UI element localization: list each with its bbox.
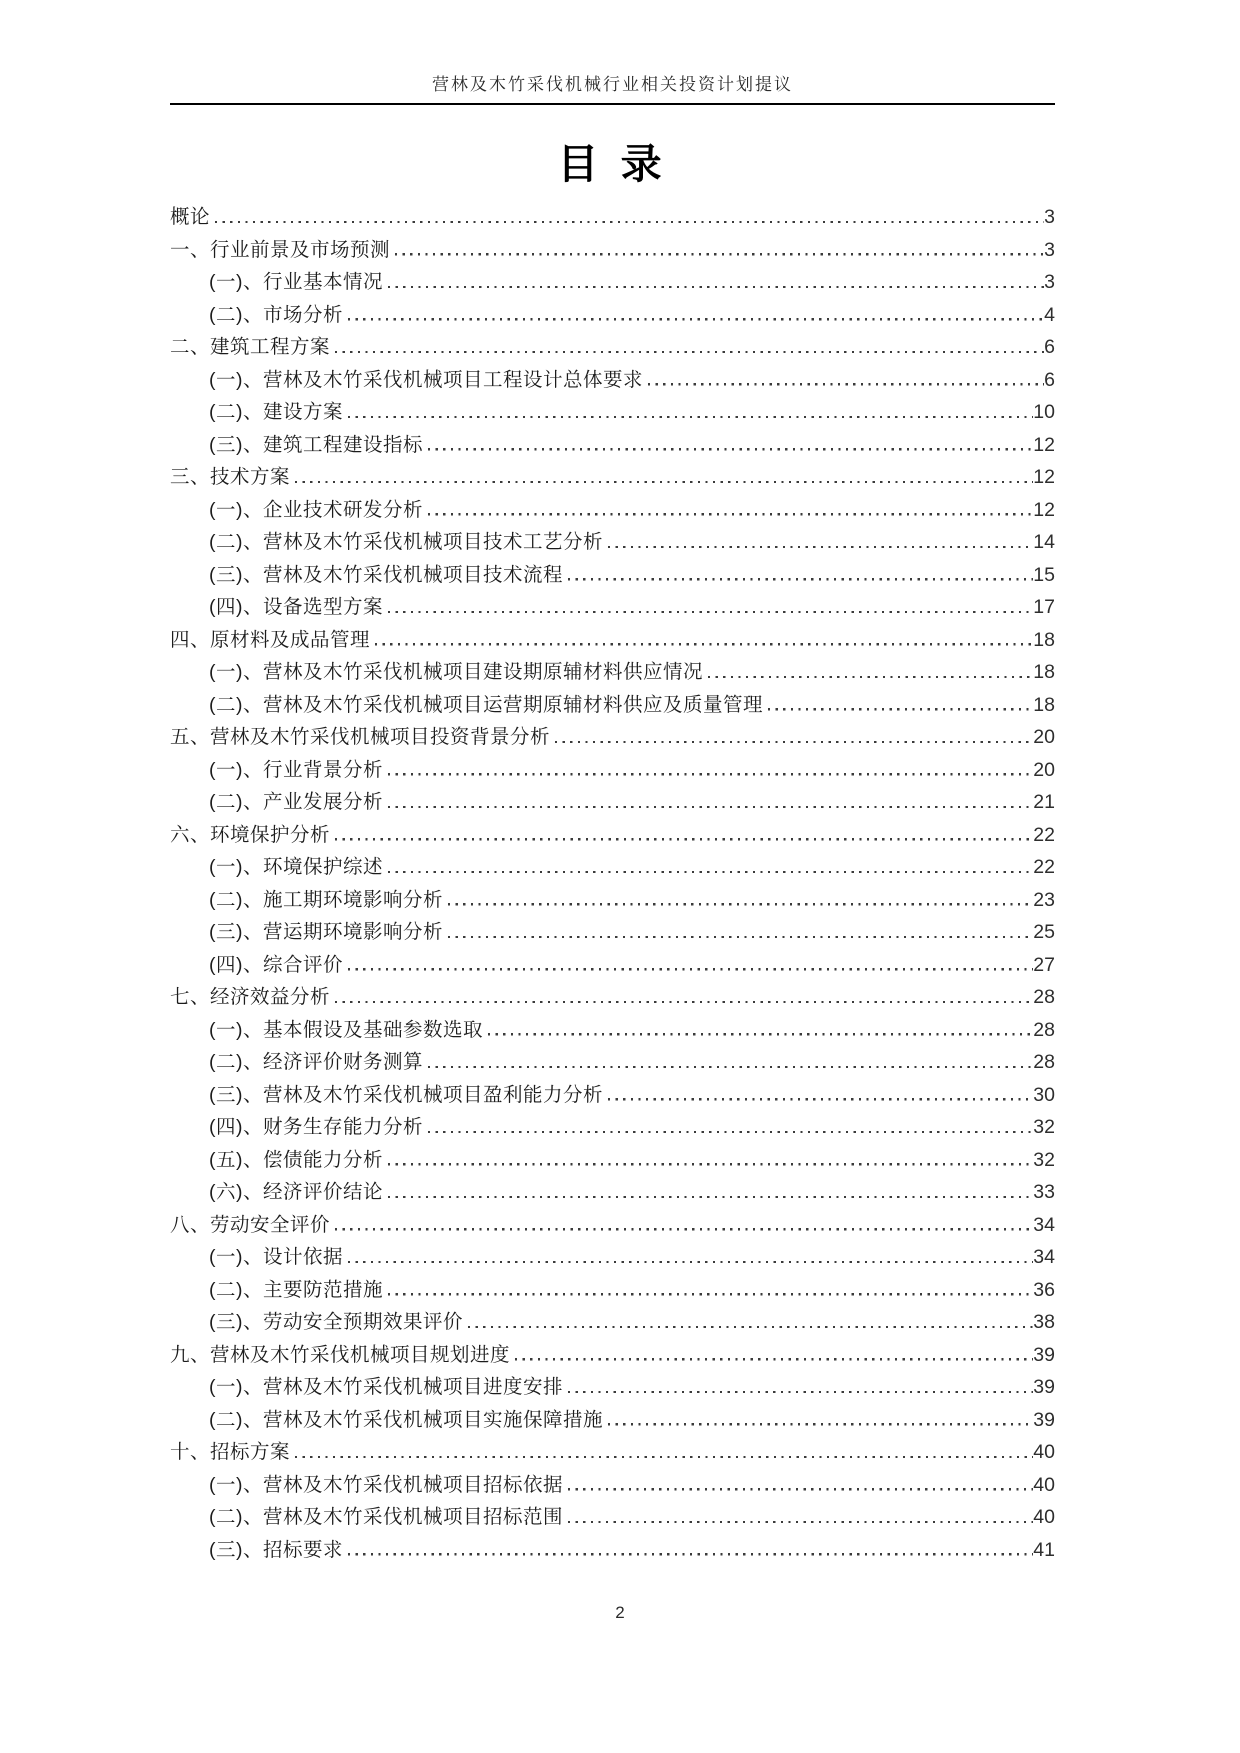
toc-dot-leader <box>568 1391 1033 1394</box>
toc-entry-page: 39 <box>1033 1343 1055 1366</box>
toc-entry-label: 八、劳动安全评价 <box>170 1213 331 1236</box>
toc-entry-page: 30 <box>1033 1083 1055 1106</box>
toc-entry[interactable] <box>170 1176 1055 1209</box>
toc-dot-leader <box>348 318 1044 321</box>
toc-entry-page: 14 <box>1033 531 1055 553</box>
toc-entry[interactable] <box>170 819 1055 852</box>
toc-entry[interactable] <box>170 429 1055 462</box>
toc-entry-page: 20 <box>1033 726 1055 748</box>
toc-dot-leader <box>388 871 1033 874</box>
toc-entry-label: 三、技术方案 <box>170 466 291 488</box>
toc-title: 目 录 <box>557 141 668 187</box>
toc-dot-leader <box>388 1293 1033 1296</box>
toc-dot-leader <box>388 806 1033 809</box>
toc-entry-label: (四)、综合评价 <box>209 953 343 976</box>
toc-dot-leader <box>348 968 1033 971</box>
toc-dot-leader <box>448 903 1033 906</box>
toc-list <box>170 201 1055 1566</box>
toc-entry[interactable] <box>170 1501 1055 1534</box>
toc-entry[interactable] <box>170 1209 1055 1242</box>
toc-entry-page: 38 <box>1033 1311 1055 1333</box>
toc-entry-page: 3 <box>1044 238 1055 261</box>
toc-entry-page: 3 <box>1044 271 1055 293</box>
toc-entry-label: (三)、营运期环境影响分析 <box>209 921 443 943</box>
page-footer <box>0 1603 1240 1623</box>
toc-entry-page: 34 <box>1033 1213 1055 1236</box>
toc-entry-page: 25 <box>1033 921 1055 943</box>
toc-entry-page: 32 <box>1033 1116 1055 1138</box>
toc-dot-leader <box>555 741 1033 744</box>
toc-dot-leader <box>348 416 1033 419</box>
toc-entry-page: 17 <box>1033 596 1055 618</box>
toc-entry-label: (二)、市场分析 <box>209 303 343 326</box>
toc-entry-label: (一)、行业基本情况 <box>209 271 383 293</box>
toc-entry-label: (二)、产业发展分析 <box>209 791 383 813</box>
toc-entry[interactable] <box>170 364 1055 397</box>
toc-entry-page: 22 <box>1033 856 1055 878</box>
toc-dot-leader <box>648 383 1044 386</box>
toc-entry[interactable] <box>170 1111 1055 1144</box>
toc-entry-label: (二)、营林及木竹采伐机械项目运营期原辅材料供应及质量管理 <box>209 693 763 716</box>
toc-dot-leader <box>388 773 1033 776</box>
toc-dot-leader <box>388 1196 1033 1199</box>
toc-entry-label: (二)、营林及木竹采伐机械项目招标范围 <box>209 1506 563 1528</box>
toc-entry[interactable] <box>170 721 1055 754</box>
document-title: 营林及木竹采伐机械行业相关投资计划提议 <box>432 75 793 94</box>
toc-entry[interactable] <box>170 201 1055 234</box>
toc-entry-page: 18 <box>1033 628 1055 651</box>
toc-entry-page: 33 <box>1033 1181 1055 1203</box>
toc-entry-page: 12 <box>1033 498 1055 521</box>
toc-entry[interactable] <box>170 1436 1055 1469</box>
toc-entry-page: 10 <box>1033 401 1055 423</box>
toc-entry-page: 15 <box>1033 563 1055 586</box>
toc-entry-label: (一)、营林及木竹采伐机械项目进度安排 <box>209 1376 563 1398</box>
toc-entry-label: (一)、营林及木竹采伐机械项目招标依据 <box>209 1473 563 1496</box>
toc-entry-page: 4 <box>1044 303 1055 326</box>
toc-entry-label: (二)、施工期环境影响分析 <box>209 888 443 911</box>
toc-entry-label: (四)、财务生存能力分析 <box>209 1116 423 1138</box>
toc-dot-leader <box>568 1521 1033 1524</box>
toc-dot-leader <box>768 708 1033 711</box>
toc-entry[interactable] <box>170 884 1055 917</box>
toc-entry-page: 22 <box>1033 823 1055 846</box>
toc-entry-label: 一、行业前景及市场预测 <box>170 238 391 261</box>
toc-entry-label: (三)、劳动安全预期效果评价 <box>209 1311 463 1333</box>
toc-entry[interactable] <box>170 1469 1055 1502</box>
toc-entry[interactable] <box>170 949 1055 982</box>
toc-entry-page: 36 <box>1033 1278 1055 1301</box>
toc-entry-label: (三)、建筑工程建设指标 <box>209 433 423 456</box>
toc-dot-leader <box>488 1033 1033 1036</box>
toc-entry-label: (五)、偿债能力分析 <box>209 1148 383 1171</box>
toc-dot-leader <box>375 643 1033 646</box>
toc-dot-leader <box>295 1456 1033 1459</box>
toc-entry-page: 40 <box>1033 1441 1055 1463</box>
toc-dot-leader <box>335 351 1044 354</box>
toc-entry-page: 12 <box>1033 433 1055 456</box>
toc-entry[interactable] <box>170 494 1055 527</box>
toc-dot-leader <box>388 611 1033 614</box>
toc-entry-page: 6 <box>1044 368 1055 391</box>
toc-entry-label: (一)、环境保护综述 <box>209 856 383 878</box>
toc-entry-page: 28 <box>1033 1051 1055 1073</box>
toc-entry-label: (一)、基本假设及基础参数选取 <box>209 1018 483 1041</box>
toc-entry[interactable] <box>170 1404 1055 1437</box>
toc-entry[interactable] <box>170 1306 1055 1339</box>
toc-entry-label: 五、营林及木竹采伐机械项目投资背景分析 <box>170 726 551 748</box>
toc-entry-page: 3 <box>1044 206 1055 228</box>
toc-dot-leader <box>608 546 1033 549</box>
toc-entry-label: (二)、建设方案 <box>209 401 343 423</box>
toc-dot-leader <box>215 221 1044 224</box>
toc-entry[interactable] <box>170 851 1055 884</box>
toc-dot-leader <box>388 286 1044 289</box>
toc-entry-page: 39 <box>1033 1376 1055 1398</box>
toc-entry-label: 二、建筑工程方案 <box>170 336 331 358</box>
toc-entry-label: 十、招标方案 <box>170 1441 291 1463</box>
toc-entry[interactable] <box>170 526 1055 559</box>
toc-entry-page: 27 <box>1033 953 1055 976</box>
toc-entry-label: (一)、营林及木竹采伐机械项目工程设计总体要求 <box>209 368 643 391</box>
toc-entry-page: 28 <box>1033 986 1055 1008</box>
toc-entry[interactable] <box>170 299 1055 332</box>
toc-entry-label: 四、原材料及成品管理 <box>170 628 371 651</box>
toc-entry-label: (一)、企业技术研发分析 <box>209 498 423 521</box>
toc-entry-page: 18 <box>1033 661 1055 683</box>
toc-entry-page: 32 <box>1033 1148 1055 1171</box>
toc-dot-leader <box>428 1066 1033 1069</box>
page-number: 2 <box>615 1603 625 1622</box>
toc-dot-leader <box>335 1228 1033 1231</box>
toc-entry[interactable] <box>170 1371 1055 1404</box>
header-divider <box>170 103 1055 105</box>
toc-entry-label: (一)、行业背景分析 <box>209 758 383 781</box>
toc-entry-label: (二)、经济评价财务测算 <box>209 1051 423 1073</box>
toc-entry-page: 39 <box>1033 1408 1055 1431</box>
toc-entry-page: 28 <box>1033 1018 1055 1041</box>
toc-entry[interactable] <box>170 1274 1055 1307</box>
toc-entry[interactable] <box>170 1339 1055 1372</box>
toc-entry-label: 六、环境保护分析 <box>170 823 331 846</box>
toc-entry-label: (二)、主要防范措施 <box>209 1278 383 1301</box>
toc-entry[interactable] <box>170 1534 1055 1567</box>
toc-entry-label: (二)、营林及木竹采伐机械项目实施保障措施 <box>209 1408 603 1431</box>
toc-entry-page: 20 <box>1033 758 1055 781</box>
toc-dot-leader <box>608 1098 1033 1101</box>
toc-entry-page: 12 <box>1033 466 1055 488</box>
toc-entry-label: (三)、招标要求 <box>209 1538 343 1561</box>
toc-entry[interactable] <box>170 754 1055 787</box>
toc-entry[interactable] <box>170 396 1055 429</box>
toc-dot-leader <box>295 481 1033 484</box>
toc-entry-label: (一)、营林及木竹采伐机械项目建设期原辅材料供应情况 <box>209 661 703 683</box>
toc-entry-label: (一)、设计依据 <box>209 1246 343 1268</box>
toc-entry-label: (六)、经济评价结论 <box>209 1181 383 1203</box>
toc-entry-page: 40 <box>1033 1473 1055 1496</box>
toc-entry[interactable] <box>170 559 1055 592</box>
toc-entry-label: (二)、营林及木竹采伐机械项目技术工艺分析 <box>209 531 603 553</box>
toc-entry[interactable] <box>170 624 1055 657</box>
page-header <box>170 74 1055 105</box>
toc-entry-page: 23 <box>1033 888 1055 911</box>
toc-entry[interactable] <box>170 689 1055 722</box>
toc-entry[interactable] <box>170 656 1055 689</box>
toc-entry-label: (三)、营林及木竹采伐机械项目盈利能力分析 <box>209 1083 603 1106</box>
toc-entry-label: 概论 <box>170 206 211 228</box>
toc-entry[interactable] <box>170 1241 1055 1274</box>
toc-entry[interactable] <box>170 786 1055 819</box>
toc-dot-leader <box>348 1261 1033 1264</box>
toc-entry[interactable] <box>170 591 1055 624</box>
toc-dot-leader <box>335 1001 1033 1004</box>
toc-dot-leader <box>568 578 1033 581</box>
toc-dot-leader <box>348 1553 1033 1556</box>
toc-entry[interactable] <box>170 1014 1055 1047</box>
toc-entry[interactable] <box>170 1079 1055 1112</box>
toc-entry-page: 40 <box>1033 1506 1055 1528</box>
toc-entry[interactable] <box>170 916 1055 949</box>
toc-dot-leader <box>428 1131 1033 1134</box>
toc-entry-page: 21 <box>1033 791 1055 813</box>
toc-entry-label: 七、经济效益分析 <box>170 986 331 1008</box>
toc-dot-leader <box>335 838 1033 841</box>
toc-entry[interactable] <box>170 234 1055 267</box>
toc-dot-leader <box>608 1423 1033 1426</box>
toc-entry-label: 九、营林及木竹采伐机械项目规划进度 <box>170 1343 511 1366</box>
toc-dot-leader <box>428 448 1033 451</box>
toc-entry-label: (三)、营林及木竹采伐机械项目技术流程 <box>209 563 563 586</box>
toc-dot-leader <box>708 676 1033 679</box>
toc-entry-page: 41 <box>1033 1538 1055 1561</box>
toc-dot-leader <box>388 1163 1033 1166</box>
toc-dot-leader <box>428 513 1033 516</box>
toc-dot-leader <box>515 1358 1033 1361</box>
toc-entry[interactable] <box>170 981 1055 1014</box>
toc-entry-page: 18 <box>1033 693 1055 716</box>
toc-dot-leader <box>568 1488 1033 1491</box>
toc-dot-leader <box>468 1326 1033 1329</box>
toc-entry[interactable] <box>170 1046 1055 1079</box>
toc-entry-page: 34 <box>1033 1246 1055 1268</box>
toc-entry[interactable] <box>170 461 1055 494</box>
toc-entry[interactable] <box>170 331 1055 364</box>
toc-dot-leader <box>395 253 1044 256</box>
toc-entry[interactable] <box>170 1144 1055 1177</box>
toc-dot-leader <box>448 936 1033 939</box>
toc-entry-page: 6 <box>1044 336 1055 358</box>
toc-entry[interactable] <box>170 266 1055 299</box>
toc-entry-label: (四)、设备选型方案 <box>209 596 383 618</box>
